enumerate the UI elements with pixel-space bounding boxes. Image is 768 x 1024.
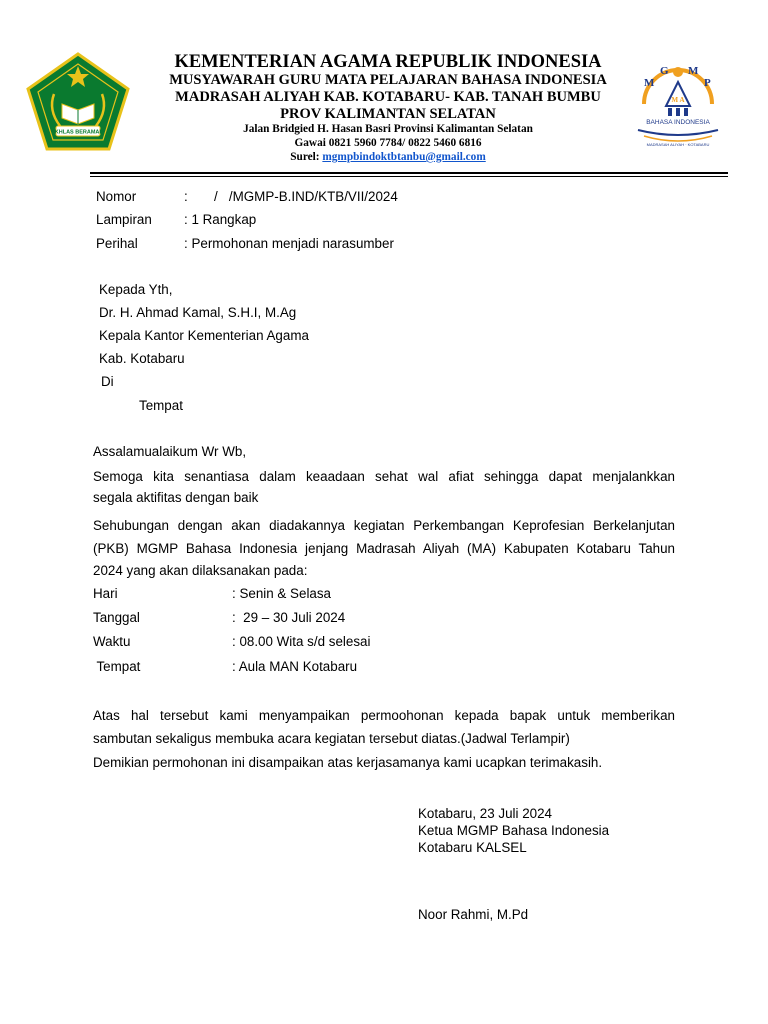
lampiran-value: : 1 Rangkap bbox=[184, 212, 257, 227]
signature-position: Ketua MGMP Bahasa Indonesia bbox=[418, 823, 610, 838]
paragraph-1-line-2: segala aktifitas dengan baik bbox=[93, 490, 259, 505]
header-province: PROV KALIMANTAN SELATAN bbox=[280, 106, 496, 122]
mgmp-letter-p: P bbox=[704, 77, 711, 89]
header-madrasah: MADRASAH ALIYAH KAB. KOTABARU- KAB. TANAH BUMBU bbox=[175, 89, 601, 105]
detail-tanggal-label: Tanggal bbox=[93, 610, 140, 625]
nomor-value: / /MGMP-B.IND/KTB/VII/2024 bbox=[214, 189, 398, 204]
header-address: Jalan Bridgied H. Hasan Basri Provinsi Kalimantan Selatan bbox=[243, 123, 533, 135]
paragraph-3-line-1: Atas hal tersebut kami menyampaikan permoohonan kepada bapak untuk memberikan bbox=[93, 708, 675, 723]
header-ministry: KEMENTERIAN AGAMA REPUBLIK INDONESIA bbox=[174, 52, 602, 72]
closing-paragraph: Demikian permohonan ini disampaikan atas kerjasamanya kami ucapkan terimakasih. bbox=[93, 755, 603, 770]
perihal-label: Perihal bbox=[96, 236, 138, 251]
detail-hari-label: Hari bbox=[93, 586, 118, 601]
nomor-separator: : bbox=[184, 189, 188, 204]
paragraph-2-line-2: (PKB) MGMP Bahasa Indonesia jenjang Madrasah Aliyah (MA) Kabupaten Kotabaru Tahun bbox=[93, 541, 675, 556]
recipient-salutation: Kepada Yth, bbox=[99, 282, 173, 297]
mgmp-logo-ma: M A bbox=[671, 96, 685, 104]
greeting: Assalamualaikum Wr Wb, bbox=[93, 444, 247, 459]
signature-place-date: Kotabaru, 23 Juli 2024 bbox=[418, 806, 553, 821]
header-rule-thin bbox=[90, 176, 728, 177]
email-link[interactable]: mgmpbindoktbtanbu@gmail.com bbox=[322, 151, 486, 163]
lampiran-label: Lampiran bbox=[96, 212, 152, 227]
paragraph-2-line-1: Sehubungan dengan akan diadakannya kegiatan Perkembangan Keprofesian Berkelanjutan bbox=[93, 518, 675, 533]
email-label: Surel: bbox=[290, 151, 323, 163]
header-mgmp: MUSYAWARAH GURU MATA PELAJARAN BAHASA INDONESIA bbox=[169, 72, 607, 88]
detail-tempat-value: : Aula MAN Kotabaru bbox=[232, 659, 358, 674]
header-rule-thick bbox=[90, 172, 728, 174]
recipient-region: Kab. Kotabaru bbox=[99, 351, 185, 366]
detail-waktu-value: : 08.00 Wita s/d selesai bbox=[232, 634, 371, 649]
perihal-value: : Permohonan menjadi narasumber bbox=[184, 236, 394, 251]
mgmp-letter-m1: M bbox=[644, 77, 655, 89]
recipient-di: Di bbox=[101, 374, 114, 389]
signature-org: Kotabaru KALSEL bbox=[418, 840, 527, 855]
detail-waktu-label: Waktu bbox=[93, 634, 131, 649]
mgmp-letter-g: G bbox=[660, 65, 669, 77]
header-email-line bbox=[4, 151, 768, 163]
kemenag-logo-text: IKHLAS BERAMAL bbox=[53, 129, 103, 136]
detail-tempat-label: Tempat bbox=[93, 659, 141, 674]
paragraph-1-line-1: Semoga kita senantiasa dalam keaadaan sehat wal afiat sehingga dapat menjalankkan bbox=[93, 469, 675, 484]
detail-tanggal-value: : 29 – 30 Juli 2024 bbox=[232, 610, 346, 625]
header-phone: Gawai 0821 5960 7784/ 0822 5460 6816 bbox=[294, 137, 482, 149]
paragraph-2-line-3: 2024 yang akan dilaksanakan pada: bbox=[93, 563, 308, 578]
recipient-position: Kepala Kantor Kementerian Agama bbox=[99, 328, 309, 343]
mgmp-logo-subcaption: MADRASAH ALIYAH · KOTABARU bbox=[646, 142, 710, 147]
signature-name: Noor Rahmi, M.Pd bbox=[418, 907, 529, 922]
detail-hari-value: : Senin & Selasa bbox=[232, 586, 332, 601]
recipient-tempat: Tempat bbox=[139, 398, 183, 413]
paragraph-3-line-2: sambutan sekaligus membuka acara kegiatan tersebut diatas.(Jadwal Terlampir) bbox=[93, 731, 570, 746]
mgmp-letter-m2: M bbox=[688, 65, 699, 77]
nomor-label: Nomor bbox=[96, 189, 137, 204]
mgmp-logo-caption: BAHASA INDONESIA bbox=[646, 119, 710, 126]
recipient-name: Dr. H. Ahmad Kamal, S.H.I, M.Ag bbox=[99, 305, 297, 320]
